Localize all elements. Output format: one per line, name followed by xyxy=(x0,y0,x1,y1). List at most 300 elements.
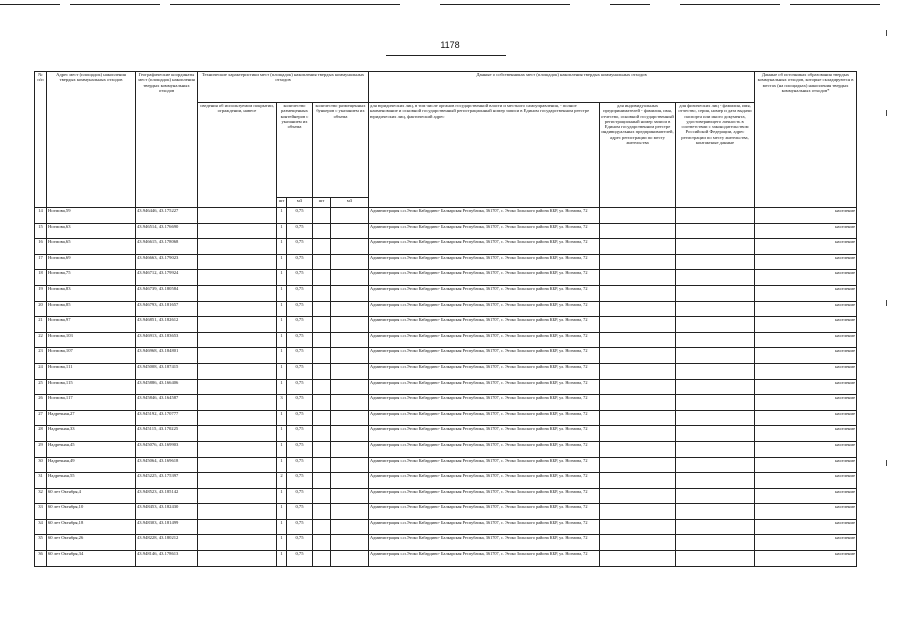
container-count: 1 xyxy=(277,363,287,379)
row-number: 26 xyxy=(35,395,47,411)
table-row xyxy=(35,535,857,551)
owner-legal-entity: Администрация с.п.Этоко Кабардино- Балкарская Республика, 361707, с. Этоко Зольского района КБР, ул. Ногмова, 72 xyxy=(369,441,600,457)
scan-edge-line xyxy=(70,4,160,5)
owner-entrepreneur-cell xyxy=(600,254,676,270)
owner-entrepreneur-cell xyxy=(600,332,676,348)
surface-cell xyxy=(198,317,277,333)
bunker-count-cell xyxy=(313,395,331,411)
scan-edge-line xyxy=(440,4,570,5)
container-count: 1 xyxy=(277,208,287,224)
row-number: 22 xyxy=(35,332,47,348)
container-count: 1 xyxy=(277,332,287,348)
surface-cell xyxy=(198,363,277,379)
bunker-volume-cell xyxy=(331,535,369,551)
waste-source: население xyxy=(755,551,857,567)
owner-legal-entity: Администрация с.п.Этоко Кабардино- Балкарская Республика, 361707, с. Этоко Зольского района КБР, ул. Ногмова, 72 xyxy=(369,426,600,442)
row-number: 18 xyxy=(35,270,47,286)
container-volume: 0,75 xyxy=(287,363,313,379)
surface-cell xyxy=(198,457,277,473)
site-coordinates: 43.946615, 43.178068 xyxy=(136,239,198,255)
owner-individual-cell xyxy=(676,363,755,379)
owner-legal-entity: Администрация с.п.Этоко Кабардино- Балкарская Республика, 361707, с. Этоко Зольского района КБР, ул. Ногмова, 72 xyxy=(369,270,600,286)
waste-source: население xyxy=(755,301,857,317)
site-coordinates: 43.946851, 43.182612 xyxy=(136,317,198,333)
row-number: 14 xyxy=(35,208,47,224)
site-coordinates: 43.945115, 43.170225 xyxy=(136,426,198,442)
waste-source: население xyxy=(755,239,857,255)
owner-individual-cell xyxy=(676,208,755,224)
owner-legal-entity: Администрация с.п.Этоко Кабардино- Балкарская Республика, 361707, с. Этоко Зольского района КБР, ул. Ногмова, 72 xyxy=(369,379,600,395)
row-number: 23 xyxy=(35,348,47,364)
scan-edge-line xyxy=(170,4,400,5)
table-row xyxy=(35,441,857,457)
surface-cell xyxy=(198,379,277,395)
waste-source: население xyxy=(755,473,857,489)
row-number: 24 xyxy=(35,363,47,379)
bunker-volume-cell xyxy=(331,223,369,239)
bunker-count-cell xyxy=(313,379,331,395)
waste-source: население xyxy=(755,535,857,551)
container-count: 1 xyxy=(277,317,287,333)
owner-entrepreneur-cell xyxy=(600,285,676,301)
surface-cell xyxy=(198,223,277,239)
margin-mark xyxy=(886,110,887,116)
owner-legal-entity: Администрация с.п.Этоко Кабардино- Балкарская Республика, 361707, с. Этоко Зольского района КБР, ул. Ногмова, 72 xyxy=(369,285,600,301)
container-count: 1 xyxy=(277,441,287,457)
surface-cell xyxy=(198,254,277,270)
table-row xyxy=(35,473,857,489)
bunker-count-cell xyxy=(313,535,331,551)
owner-legal-entity: Администрация с.п.Этоко Кабардино- Балкарская Республика, 361707, с. Этоко Зольского района КБР, ул. Ногмова, 72 xyxy=(369,473,600,489)
waste-source: население xyxy=(755,504,857,520)
owner-entrepreneur-cell xyxy=(600,535,676,551)
bunker-count-cell xyxy=(313,208,331,224)
site-address: 60 лет Октября,34 xyxy=(47,551,136,567)
surface-cell xyxy=(198,441,277,457)
bunker-count-cell xyxy=(313,426,331,442)
container-volume: 0,75 xyxy=(287,254,313,270)
owner-legal-entity: Администрация с.п.Этоко Кабардино- Балкарская Республика, 361707, с. Этоко Зольского района КБР, ул. Ногмова, 72 xyxy=(369,519,600,535)
waste-sites-register-table xyxy=(34,71,857,567)
bunker-volume-cell xyxy=(331,488,369,504)
table-row xyxy=(35,285,857,301)
table-row xyxy=(35,488,857,504)
owner-individual-cell xyxy=(676,332,755,348)
waste-source: население xyxy=(755,379,857,395)
waste-source: население xyxy=(755,363,857,379)
container-volume: 0,75 xyxy=(287,301,313,317)
container-volume: 0,75 xyxy=(287,332,313,348)
page-number-underline xyxy=(386,55,506,56)
surface-cell xyxy=(198,473,277,489)
container-volume: 0,75 xyxy=(287,379,313,395)
waste-source: население xyxy=(755,441,857,457)
container-count: 1 xyxy=(277,519,287,535)
waste-source: население xyxy=(755,285,857,301)
bunker-volume-cell xyxy=(331,426,369,442)
table-row xyxy=(35,317,857,333)
bunker-volume-cell xyxy=(331,410,369,426)
surface-cell xyxy=(198,270,277,286)
page-number: 1178 xyxy=(440,40,460,50)
table-row xyxy=(35,457,857,473)
bunker-count-cell xyxy=(313,254,331,270)
container-volume: 0,75 xyxy=(287,317,313,333)
surface-cell xyxy=(198,208,277,224)
container-volume: 0,75 xyxy=(287,270,313,286)
table-body xyxy=(35,208,857,567)
row-number: 33 xyxy=(35,504,47,520)
table-row xyxy=(35,504,857,520)
header-containers-m3: м3 xyxy=(287,198,313,208)
surface-cell xyxy=(198,488,277,504)
site-coordinates: 43.946446, 43.175227 xyxy=(136,208,198,224)
bunker-count-cell xyxy=(313,348,331,364)
container-count: 1 xyxy=(277,457,287,473)
owner-legal-entity: Администрация с.п.Этоко Кабардино- Балкарская Республика, 361707, с. Этоко Зольского района КБР, ул. Ногмова, 72 xyxy=(369,457,600,473)
container-volume: 0,75 xyxy=(287,426,313,442)
owner-individual-cell xyxy=(676,239,755,255)
site-coordinates: 43.945886, 43.166406 xyxy=(136,379,198,395)
site-address: Надречная,49 xyxy=(47,457,136,473)
site-address: Надречная,45 xyxy=(47,441,136,457)
owner-legal-entity: Администрация с.п.Этоко Кабардино- Балкарская Республика, 361707, с. Этоко Зольского района КБР, ул. Ногмова, 72 xyxy=(369,395,600,411)
header-technical: Технические характеристики мест (площадок) накопления твердых коммунальных отходов xyxy=(198,72,369,103)
owner-entrepreneur-cell xyxy=(600,317,676,333)
owner-entrepreneur-cell xyxy=(600,270,676,286)
container-volume: 0,75 xyxy=(287,208,313,224)
bunker-volume-cell xyxy=(331,473,369,489)
owner-legal-entity: Администрация с.п.Этоко Кабардино- Балкарская Республика, 361707, с. Этоко Зольского района КБР, ул. Ногмова, 72 xyxy=(369,254,600,270)
site-address: Ногмова,103 xyxy=(47,332,136,348)
owner-legal-entity: Администрация с.п.Этоко Кабардино- Балкарская Республика, 361707, с. Этоко Зольского района КБР, ул. Ногмова, 72 xyxy=(369,348,600,364)
surface-cell xyxy=(198,410,277,426)
surface-cell xyxy=(198,332,277,348)
table-row xyxy=(35,551,857,567)
owner-individual-cell xyxy=(676,379,755,395)
surface-cell xyxy=(198,348,277,364)
site-address: 60 лет Октября,18 xyxy=(47,519,136,535)
site-coordinates: 43.945846, 43.164587 xyxy=(136,395,198,411)
bunker-count-cell xyxy=(313,285,331,301)
owner-legal-entity: Администрация с.п.Этоко Кабардино- Балкарская Республика, 361707, с. Этоко Зольского района КБР, ул. Ногмова, 72 xyxy=(369,410,600,426)
site-coordinates: 43.948146, 43.178613 xyxy=(136,551,198,567)
site-coordinates: 43.946712, 43.179924 xyxy=(136,270,198,286)
scan-edge-line xyxy=(610,4,650,5)
row-number: 16 xyxy=(35,239,47,255)
bunker-count-cell xyxy=(313,239,331,255)
surface-cell xyxy=(198,504,277,520)
container-count: 1 xyxy=(277,426,287,442)
owner-individual-cell xyxy=(676,441,755,457)
owner-entrepreneur-cell xyxy=(600,488,676,504)
container-volume: 0,75 xyxy=(287,239,313,255)
bunker-volume-cell xyxy=(331,379,369,395)
waste-source: население xyxy=(755,223,857,239)
site-coordinates: 43.948303, 43.181499 xyxy=(136,519,198,535)
site-address: Ногмова,59 xyxy=(47,208,136,224)
owner-individual-cell xyxy=(676,551,755,567)
scan-edge-line xyxy=(680,4,780,5)
site-coordinates: 43.946514, 43.176690 xyxy=(136,223,198,239)
container-volume: 0,75 xyxy=(287,473,313,489)
bunker-count-cell xyxy=(313,410,331,426)
table-row xyxy=(35,332,857,348)
waste-source: население xyxy=(755,208,857,224)
owner-legal-entity: Администрация с.п.Этоко Кабардино- Балкарская Республика, 361707, с. Этоко Зольского района КБР, ул. Ногмова, 72 xyxy=(369,301,600,317)
header-individuals: для физических лиц - фамилия, имя, отчество, серия, номер и дата выдачи паспорта или иного документа, удостоверяющего личность в соответствии с законодательством Российской Федерации, адрес регистрации по месту жительства, контактные данные xyxy=(676,103,755,208)
bunker-count-cell xyxy=(313,551,331,567)
row-number: 20 xyxy=(35,301,47,317)
site-address: 60 лет Октября,26 xyxy=(47,535,136,551)
site-address: Ногмова,85 xyxy=(47,301,136,317)
table-row xyxy=(35,270,857,286)
owner-legal-entity: Администрация с.п.Этоко Кабардино- Балкарская Республика, 361707, с. Этоко Зольского района КБР, ул. Ногмова, 72 xyxy=(369,551,600,567)
row-number: 25 xyxy=(35,379,47,395)
scan-edge-line xyxy=(790,4,880,5)
bunker-volume-cell xyxy=(331,441,369,457)
container-volume: 0,75 xyxy=(287,223,313,239)
header-owners: Данные о собственниках мест (площадок) накопления твердых коммунальных отходов xyxy=(369,72,755,103)
owner-entrepreneur-cell xyxy=(600,223,676,239)
table-row xyxy=(35,426,857,442)
container-volume: 0,75 xyxy=(287,488,313,504)
site-address: Ногмова,83 xyxy=(47,285,136,301)
surface-cell xyxy=(198,395,277,411)
header-no: № п/п xyxy=(35,72,47,208)
owner-legal-entity: Администрация с.п.Этоко Кабардино- Балкарская Республика, 361707, с. Этоко Зольского района КБР, ул. Ногмова, 72 xyxy=(369,317,600,333)
bunker-volume-cell xyxy=(331,270,369,286)
bunker-volume-cell xyxy=(331,457,369,473)
owner-entrepreneur-cell xyxy=(600,551,676,567)
waste-source: население xyxy=(755,410,857,426)
container-count: 1 xyxy=(277,488,287,504)
owner-legal-entity: Администрация с.п.Этоко Кабардино- Балкарская Республика, 361707, с. Этоко Зольского района КБР, ул. Ногмова, 72 xyxy=(369,332,600,348)
site-address: Ногмова,75 xyxy=(47,270,136,286)
owner-legal-entity: Администрация с.п.Этоко Кабардино- Балкарская Республика, 361707, с. Этоко Зольского района КБР, ул. Ногмова, 72 xyxy=(369,504,600,520)
site-coordinates: 43.948523, 43.185142 xyxy=(136,488,198,504)
container-volume: 0,75 xyxy=(287,519,313,535)
waste-source: население xyxy=(755,332,857,348)
site-coordinates: 43.946739, 43.180584 xyxy=(136,285,198,301)
owner-legal-entity: Администрация с.п.Этоко Кабардино- Балкарская Республика, 361707, с. Этоко Зольского района КБР, ул. Ногмова, 72 xyxy=(369,535,600,551)
container-volume: 0,75 xyxy=(287,551,313,567)
site-address: Ногмова,97 xyxy=(47,317,136,333)
owner-individual-cell xyxy=(676,457,755,473)
margin-mark xyxy=(886,30,887,36)
bunker-count-cell xyxy=(313,473,331,489)
site-coordinates: 43.945225, 43.175397 xyxy=(136,473,198,489)
header-surface: сведения об используемом покрытии, ограждении, навесе xyxy=(198,103,277,208)
bunker-count-cell xyxy=(313,270,331,286)
owner-entrepreneur-cell xyxy=(600,410,676,426)
site-address: 60 лет Октября,10 xyxy=(47,504,136,520)
surface-cell xyxy=(198,519,277,535)
site-address: Ногмова,63 xyxy=(47,223,136,239)
table-row xyxy=(35,301,857,317)
margin-mark xyxy=(886,300,887,306)
owner-individual-cell xyxy=(676,270,755,286)
table-row xyxy=(35,208,857,224)
scan-edge-line xyxy=(0,4,60,5)
row-number: 35 xyxy=(35,535,47,551)
bunker-count-cell xyxy=(313,223,331,239)
bunker-count-cell xyxy=(313,519,331,535)
bunker-volume-cell xyxy=(331,208,369,224)
container-count: 3 xyxy=(277,395,287,411)
header-containers: количество размещенных контейнеров с указанием их объема xyxy=(277,103,313,198)
owner-individual-cell xyxy=(676,317,755,333)
header-bunkers: количество размещенных бункеров с указанием их объема xyxy=(313,103,369,198)
table-row xyxy=(35,239,857,255)
owner-entrepreneur-cell xyxy=(600,348,676,364)
row-number: 31 xyxy=(35,473,47,489)
table-row xyxy=(35,254,857,270)
site-coordinates: 43.948453, 43.182430 xyxy=(136,504,198,520)
site-coordinates: 43.945008, 43.187415 xyxy=(136,363,198,379)
owner-individual-cell xyxy=(676,285,755,301)
owner-legal-entity: Администрация с.п.Этоко Кабардино- Балкарская Республика, 361707, с. Этоко Зольского района КБР, ул. Ногмова, 72 xyxy=(369,208,600,224)
surface-cell xyxy=(198,239,277,255)
site-address: Ногмова,107 xyxy=(47,348,136,364)
site-coordinates: 43.946968, 43.184801 xyxy=(136,348,198,364)
container-volume: 0,75 xyxy=(287,457,313,473)
table-row xyxy=(35,223,857,239)
table-row xyxy=(35,379,857,395)
owner-entrepreneur-cell xyxy=(600,519,676,535)
bunker-volume-cell xyxy=(331,348,369,364)
owner-entrepreneur-cell xyxy=(600,363,676,379)
bunker-count-cell xyxy=(313,457,331,473)
bunker-volume-cell xyxy=(331,317,369,333)
header-bunkers-m3: м3 xyxy=(331,198,369,208)
container-count: 1 xyxy=(277,239,287,255)
owner-entrepreneur-cell xyxy=(600,504,676,520)
row-number: 30 xyxy=(35,457,47,473)
container-count: 1 xyxy=(277,223,287,239)
surface-cell xyxy=(198,285,277,301)
owner-individual-cell xyxy=(676,504,755,520)
bunker-volume-cell xyxy=(331,332,369,348)
site-address: Ногмова,115 xyxy=(47,379,136,395)
owner-individual-cell xyxy=(676,535,755,551)
waste-source: население xyxy=(755,426,857,442)
surface-cell xyxy=(198,301,277,317)
waste-source: население xyxy=(755,488,857,504)
site-coordinates: 43.945064, 43.169618 xyxy=(136,457,198,473)
container-volume: 0,75 xyxy=(287,348,313,364)
site-address: 60 лет Октября,4 xyxy=(47,488,136,504)
owner-individual-cell xyxy=(676,473,755,489)
table-row xyxy=(35,348,857,364)
owner-individual-cell xyxy=(676,426,755,442)
bunker-volume-cell xyxy=(331,504,369,520)
owner-legal-entity: Администрация с.п.Этоко Кабардино- Балкарская Республика, 361707, с. Этоко Зольского района КБР, ул. Ногмова, 72 xyxy=(369,239,600,255)
bunker-count-cell xyxy=(313,317,331,333)
container-volume: 0,75 xyxy=(287,535,313,551)
waste-source: население xyxy=(755,254,857,270)
row-number: 27 xyxy=(35,410,47,426)
site-coordinates: 43.946793, 43.181657 xyxy=(136,301,198,317)
site-coordinates: 43.948228, 43.180212 xyxy=(136,535,198,551)
container-count: 2 xyxy=(277,473,287,489)
site-address: Надречная,55 xyxy=(47,473,136,489)
site-address: Надречная,33 xyxy=(47,426,136,442)
container-volume: 0,75 xyxy=(287,504,313,520)
row-number: 17 xyxy=(35,254,47,270)
container-count: 1 xyxy=(277,348,287,364)
margin-mark xyxy=(886,460,887,466)
owner-entrepreneur-cell xyxy=(600,379,676,395)
bunker-volume-cell xyxy=(331,239,369,255)
table-header xyxy=(35,72,857,208)
table-row xyxy=(35,519,857,535)
table-row xyxy=(35,363,857,379)
bunker-count-cell xyxy=(313,441,331,457)
container-volume: 0,75 xyxy=(287,395,313,411)
container-count: 1 xyxy=(277,410,287,426)
waste-source: население xyxy=(755,317,857,333)
bunker-volume-cell xyxy=(331,301,369,317)
header-containers-pcs: шт xyxy=(277,198,287,208)
site-address: Надречная,27 xyxy=(47,410,136,426)
bunker-count-cell xyxy=(313,363,331,379)
owner-entrepreneur-cell xyxy=(600,426,676,442)
site-coordinates: 43.946913, 43.183653 xyxy=(136,332,198,348)
site-address: Ногмова,117 xyxy=(47,395,136,411)
owner-entrepreneur-cell xyxy=(600,395,676,411)
owner-individual-cell xyxy=(676,395,755,411)
table-row xyxy=(35,395,857,411)
owner-legal-entity: Администрация с.п.Этоко Кабардино- Балкарская Республика, 361707, с. Этоко Зольского района КБР, ул. Ногмова, 72 xyxy=(369,363,600,379)
waste-source: население xyxy=(755,348,857,364)
site-coordinates: 43.945192, 43.170777 xyxy=(136,410,198,426)
container-volume: 0,75 xyxy=(287,441,313,457)
surface-cell xyxy=(198,551,277,567)
owner-entrepreneur-cell xyxy=(600,301,676,317)
owner-individual-cell xyxy=(676,410,755,426)
bunker-count-cell xyxy=(313,504,331,520)
row-number: 19 xyxy=(35,285,47,301)
site-coordinates: 43.946663, 43.179023 xyxy=(136,254,198,270)
owner-entrepreneur-cell xyxy=(600,457,676,473)
table-row xyxy=(35,410,857,426)
owner-legal-entity: Администрация с.п.Этоко Кабардино- Балкарская Республика, 361707, с. Этоко Зольского района КБР, ул. Ногмова, 72 xyxy=(369,488,600,504)
waste-source: население xyxy=(755,270,857,286)
container-count: 1 xyxy=(277,551,287,567)
owner-entrepreneur-cell xyxy=(600,239,676,255)
bunker-count-cell xyxy=(313,301,331,317)
bunker-volume-cell xyxy=(331,519,369,535)
bunker-count-cell xyxy=(313,332,331,348)
header-entrepreneurs: для индивидуальных предпринимателей - фамилия, имя, отчество, основной государственный регистрационный номер записи в Едином государственном реестре индивидуальных предпринимателей, адрес регистрации по месту жительства xyxy=(600,103,676,208)
bunker-count-cell xyxy=(313,488,331,504)
row-number: 15 xyxy=(35,223,47,239)
owner-individual-cell xyxy=(676,348,755,364)
waste-source: население xyxy=(755,395,857,411)
waste-source: население xyxy=(755,519,857,535)
container-count: 1 xyxy=(277,379,287,395)
site-address: Ногмова,111 xyxy=(47,363,136,379)
row-number: 32 xyxy=(35,488,47,504)
row-number: 29 xyxy=(35,441,47,457)
row-number: 36 xyxy=(35,551,47,567)
container-count: 1 xyxy=(277,285,287,301)
waste-source: население xyxy=(755,457,857,473)
container-count: 1 xyxy=(277,301,287,317)
site-address: Ногмова,65 xyxy=(47,239,136,255)
header-legal-entities: для юридических лиц, в том числе органов государственной власти и местного самоуправления, - полное наименование и основной государственный регистрационный номер записи в Едином государственном реестре юридических лиц, фактический адрес xyxy=(369,103,600,208)
